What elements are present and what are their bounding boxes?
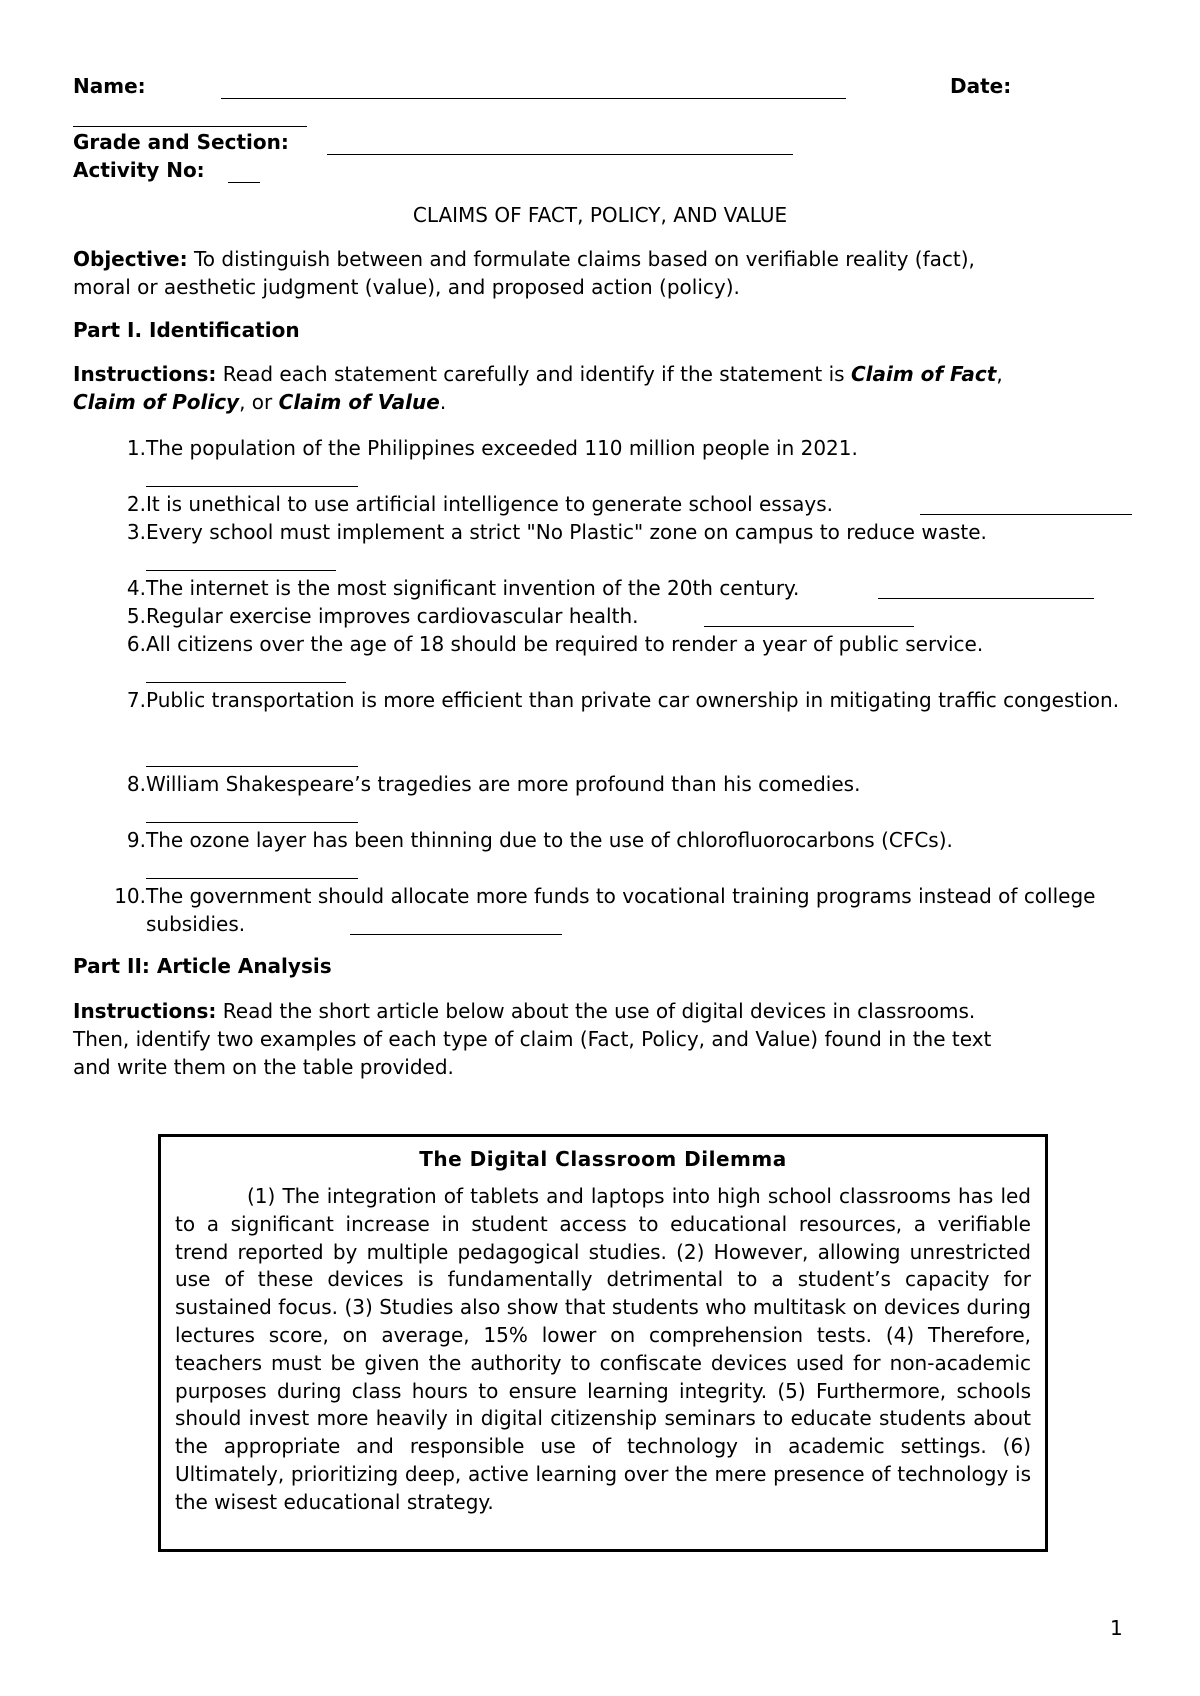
objective-line1 xyxy=(73,245,975,273)
part2-instr-text1: Read the short article below about the use of digital devices in classrooms. xyxy=(222,999,976,1023)
date-label: Date: xyxy=(950,74,1012,98)
part1-heading: Part I. Identification xyxy=(73,318,300,342)
answer-blank[interactable] xyxy=(350,934,562,935)
answer-blank[interactable] xyxy=(146,766,358,767)
grade-section-label: Grade and Section: xyxy=(73,130,289,154)
item-text: Every school must implement a strict "No Plastic" zone on campus to reduce waste. xyxy=(146,520,987,544)
item-text: Regular exercise improves cardiovascular health. xyxy=(146,604,639,628)
answer-blank[interactable] xyxy=(704,626,914,627)
objective-label: Objective: xyxy=(73,247,188,271)
part1-instr-label: Instructions: xyxy=(73,362,217,386)
item-text: The population of the Philippines exceeded 110 million people in 2021. xyxy=(146,436,858,460)
claim-fact-term: Claim of Fact xyxy=(850,362,997,386)
part2-instructions-line3: and write them on the table provided. xyxy=(73,1055,454,1079)
item-number: 5. xyxy=(126,604,146,628)
part1-instr-text: Read each statement carefully and identify if the statement is xyxy=(222,362,845,386)
item-text: It is unethical to use artificial intelligence to generate school essays. xyxy=(146,492,833,516)
objective-text1: To distinguish between and formulate claims based on verifiable reality (fact), xyxy=(193,247,975,271)
item-text: Public transportation is more efficient than private car ownership in mitigating traffic congestion. xyxy=(146,688,1120,712)
item-number: 2. xyxy=(126,492,146,516)
item-text: The internet is the most significant invention of the 20th century. xyxy=(146,576,800,600)
part1-instructions-line2: Claim of Policy, or Claim of Value. xyxy=(73,390,447,414)
activity-no-blank[interactable] xyxy=(228,182,260,183)
answer-blank[interactable] xyxy=(146,570,336,571)
article-title: The Digital Classroom Dilemma xyxy=(419,1147,787,1171)
answer-blank[interactable] xyxy=(920,514,1132,515)
claim-value-term: Claim of Value xyxy=(278,390,440,414)
or-text: , or xyxy=(239,390,273,414)
date-blank[interactable] xyxy=(73,126,307,127)
item-number: 9. xyxy=(126,828,146,852)
part2-instructions-line1 xyxy=(73,997,975,1025)
item-text: The ozone layer has been thinning due to the use of chlorofluorocarbons (CFCs). xyxy=(146,828,953,852)
answer-blank[interactable] xyxy=(146,682,346,683)
objective-line2: moral or aesthetic judgment (value), and proposed action (policy). xyxy=(73,275,740,299)
item-text: All citizens over the age of 18 should be required to render a year of public service. xyxy=(146,632,984,656)
answer-blank[interactable] xyxy=(146,486,358,487)
part2-instructions-line2: Then, identify two examples of each type of claim (Fact, Policy, and Value) found in the text xyxy=(73,1027,992,1051)
article-body: (1) The integration of tablets and laptops into high school classrooms has led to a significant increase in student access to educational resources, a verifiable trend reported by multiple pedagogical studies. (2) However, allowing unrestricted use of these devices is fundamentally detrimental to a student’s capacity for sustained focus. (3) Studies also show that students who multitask on devices during lectures score, on average, 15% lower on comprehension tests. (4) Therefore, teachers must be given the authority to confiscate devices used for non-academic purposes during class hours to ensure learning integrity. (5) Furthermore, schools should invest more heavily in digital citizenship seminars to educate students about the appropriate and responsible use of technology in academic settings. (6) Ultimately, prioritizing deep, active learning over the mere presence of technology is the wisest educational strategy. xyxy=(175,1184,1031,1514)
item-number: 10. xyxy=(114,884,146,908)
answer-blank[interactable] xyxy=(146,822,358,823)
item-number: 8. xyxy=(126,772,146,796)
item-text: William Shakespeare’s tragedies are more profound than his comedies. xyxy=(146,772,861,796)
answer-blank[interactable] xyxy=(878,598,1094,599)
part2-heading: Part II: Article Analysis xyxy=(73,954,332,978)
answer-blank[interactable] xyxy=(146,878,358,879)
item-number: 7. xyxy=(126,688,146,712)
page-title: CLAIMS OF FACT, POLICY, AND VALUE xyxy=(412,203,788,227)
page-number: 1 xyxy=(1110,1616,1123,1640)
grade-section-blank[interactable] xyxy=(327,154,793,155)
activity-no-label: Activity No: xyxy=(73,158,205,182)
article-box xyxy=(158,1134,1048,1552)
item-number: 3. xyxy=(126,520,146,544)
item-number: 6. xyxy=(126,632,146,656)
name-blank[interactable] xyxy=(221,98,846,99)
claim-policy-term: Claim of Policy xyxy=(73,390,240,414)
part1-instructions-line1: Instructions: Read each statement carefully and identify if the statement is Claim of Fact, xyxy=(73,362,1003,386)
item-number: 1. xyxy=(126,436,146,460)
item-text: The government should allocate more funds to vocational training programs instead of college subsidies. xyxy=(146,884,1096,936)
item-number: 4. xyxy=(126,576,146,600)
part2-instr-label: Instructions: xyxy=(73,999,217,1023)
name-label: Name: xyxy=(73,74,146,98)
